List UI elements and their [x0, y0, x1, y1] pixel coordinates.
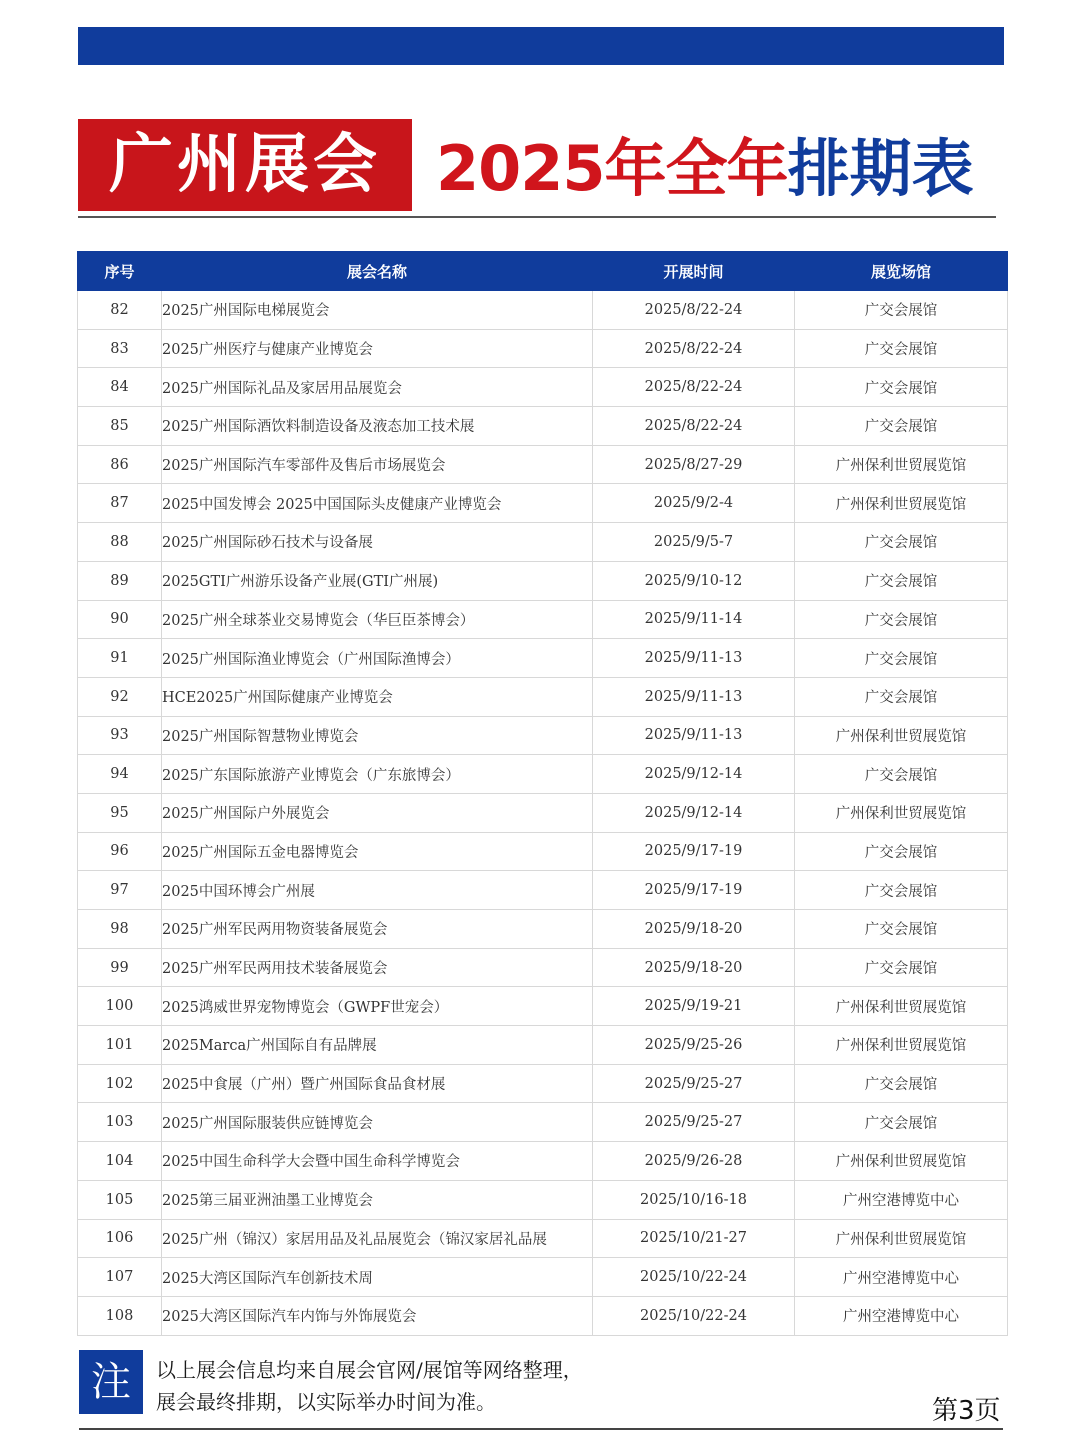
row-date: 2025/9/17-19 [593, 832, 795, 871]
row-date: 2025/9/17-19 [593, 871, 795, 910]
row-venue: 广交会展馆 [795, 368, 1008, 407]
row-exhibition-name: 2025大湾区国际汽车创新技术周 [162, 1258, 593, 1297]
row-number: 96 [78, 832, 162, 871]
row-date: 2025/9/19-21 [593, 987, 795, 1026]
header-date: 开展时间 [593, 252, 795, 291]
row-exhibition-name: 2025广州国际汽车零部件及售后市场展览会 [162, 445, 593, 484]
row-venue: 广交会展馆 [795, 832, 1008, 871]
top-banner-bar [78, 27, 1004, 65]
table-row [78, 1258, 1008, 1297]
row-exhibition-name: 2025中国发博会 2025中国国际头皮健康产业博览会 [162, 484, 593, 523]
row-venue: 广州空港博览中心 [795, 1258, 1008, 1297]
table-row [78, 1064, 1008, 1103]
table-row [78, 639, 1008, 678]
header-name: 展会名称 [162, 252, 593, 291]
table-row [78, 793, 1008, 832]
row-exhibition-name: 2025广州军民两用技术装备展览会 [162, 948, 593, 987]
row-venue: 广交会展馆 [795, 561, 1008, 600]
row-venue: 广州保利世贸展览馆 [795, 1142, 1008, 1181]
table-row [78, 677, 1008, 716]
row-venue: 广州保利世贸展览馆 [795, 987, 1008, 1026]
row-venue: 广州保利世贸展览馆 [795, 484, 1008, 523]
row-number: 102 [78, 1064, 162, 1103]
title-city-label: 广州展会 [78, 119, 412, 211]
row-exhibition-name: 2025广州国际户外展览会 [162, 793, 593, 832]
row-venue: 广交会展馆 [795, 871, 1008, 910]
row-date: 2025/9/25-27 [593, 1103, 795, 1142]
title-underline [78, 216, 996, 218]
row-number: 93 [78, 716, 162, 755]
row-date: 2025/9/11-13 [593, 716, 795, 755]
row-number: 105 [78, 1180, 162, 1219]
row-venue: 广交会展馆 [795, 407, 1008, 446]
row-number: 89 [78, 561, 162, 600]
title-year-text: 2025年全年 [436, 132, 788, 205]
row-number: 85 [78, 407, 162, 446]
table-row [78, 1180, 1008, 1219]
table-row [78, 1219, 1008, 1258]
row-exhibition-name: 2025广州国际服装供应链博览会 [162, 1103, 593, 1142]
table-row [78, 1103, 1008, 1142]
note-line-1: 以上展会信息均来自展会官网/展馆等网络整理， [156, 1358, 583, 1382]
table-row [78, 1142, 1008, 1181]
row-exhibition-name: 2025中国环博会广州展 [162, 871, 593, 910]
table-header-row [78, 252, 1008, 291]
table-row [78, 871, 1008, 910]
row-exhibition-name: 2025广州（锦汉）家居用品及礼品展览会（锦汉家居礼品展 [162, 1219, 593, 1258]
table-row [78, 910, 1008, 949]
row-number: 82 [78, 291, 162, 330]
row-date: 2025/10/22-24 [593, 1258, 795, 1297]
row-date: 2025/10/22-24 [593, 1296, 795, 1335]
row-exhibition-name: 2025鸿威世界宠物博览会（GWPF世宠会） [162, 987, 593, 1026]
row-venue: 广交会展馆 [795, 523, 1008, 562]
row-number: 87 [78, 484, 162, 523]
row-number: 88 [78, 523, 162, 562]
row-exhibition-name: 2025广州国际智慧物业博览会 [162, 716, 593, 755]
row-number: 95 [78, 793, 162, 832]
row-number: 94 [78, 755, 162, 794]
row-venue: 广州保利世贸展览馆 [795, 1026, 1008, 1065]
table-row [78, 948, 1008, 987]
row-venue: 广交会展馆 [795, 639, 1008, 678]
row-date: 2025/9/11-14 [593, 600, 795, 639]
row-exhibition-name: HCE2025广州国际健康产业博览会 [162, 677, 593, 716]
row-number: 98 [78, 910, 162, 949]
row-number: 107 [78, 1258, 162, 1297]
row-exhibition-name: 2025中国生命科学大会暨中国生命科学博览会 [162, 1142, 593, 1181]
note-text [156, 1354, 583, 1418]
row-exhibition-name: 2025第三届亚洲油墨工业博览会 [162, 1180, 593, 1219]
row-date: 2025/9/25-27 [593, 1064, 795, 1103]
row-venue: 广交会展馆 [795, 910, 1008, 949]
row-venue: 广州保利世贸展览馆 [795, 1219, 1008, 1258]
row-exhibition-name: 2025Marca广州国际自有品牌展 [162, 1026, 593, 1065]
row-venue: 广交会展馆 [795, 948, 1008, 987]
row-number: 86 [78, 445, 162, 484]
row-exhibition-name: 2025广州国际酒饮料制造设备及液态加工技术展 [162, 407, 593, 446]
row-date: 2025/9/5-7 [593, 523, 795, 562]
table-row [78, 1296, 1008, 1335]
table-row [78, 832, 1008, 871]
row-venue: 广交会展馆 [795, 677, 1008, 716]
table-row [78, 716, 1008, 755]
row-number: 97 [78, 871, 162, 910]
row-date: 2025/9/11-13 [593, 639, 795, 678]
row-number: 84 [78, 368, 162, 407]
row-number: 83 [78, 329, 162, 368]
table-row [78, 445, 1008, 484]
row-date: 2025/9/26-28 [593, 1142, 795, 1181]
header-number: 序号 [78, 252, 162, 291]
table-row [78, 291, 1008, 330]
row-venue: 广州空港博览中心 [795, 1296, 1008, 1335]
table-row [78, 600, 1008, 639]
row-exhibition-name: 2025广州国际电梯展览会 [162, 291, 593, 330]
row-venue: 广交会展馆 [795, 1103, 1008, 1142]
row-exhibition-name: 2025广州全球茶业交易博览会（华巨臣茶博会） [162, 600, 593, 639]
row-date: 2025/9/2-4 [593, 484, 795, 523]
row-date: 2025/9/18-20 [593, 910, 795, 949]
row-exhibition-name: 2025广州军民两用物资装备展览会 [162, 910, 593, 949]
row-venue: 广交会展馆 [795, 600, 1008, 639]
row-exhibition-name: 2025广州医疗与健康产业博览会 [162, 329, 593, 368]
header-venue: 展览场馆 [795, 252, 1008, 291]
table-row [78, 484, 1008, 523]
row-venue: 广州保利世贸展览馆 [795, 793, 1008, 832]
table-row [78, 755, 1008, 794]
row-date: 2025/9/25-26 [593, 1026, 795, 1065]
page-title [436, 119, 974, 211]
row-number: 100 [78, 987, 162, 1026]
row-venue: 广交会展馆 [795, 755, 1008, 794]
table-row [78, 1026, 1008, 1065]
row-exhibition-name: 2025广州国际五金电器博览会 [162, 832, 593, 871]
row-exhibition-name: 2025大湾区国际汽车内饰与外饰展览会 [162, 1296, 593, 1335]
footer-line [79, 1428, 1003, 1430]
row-number: 91 [78, 639, 162, 678]
row-exhibition-name: 2025广州国际渔业博览会（广州国际渔博会） [162, 639, 593, 678]
row-exhibition-name: 2025GTI广州游乐设备产业展(GTI广州展) [162, 561, 593, 600]
row-venue: 广交会展馆 [795, 291, 1008, 330]
row-exhibition-name: 2025广州国际砂石技术与设备展 [162, 523, 593, 562]
row-date: 2025/9/11-13 [593, 677, 795, 716]
row-date: 2025/10/16-18 [593, 1180, 795, 1219]
row-number: 90 [78, 600, 162, 639]
table-row [78, 329, 1008, 368]
row-date: 2025/9/12-14 [593, 755, 795, 794]
row-date: 2025/8/22-24 [593, 291, 795, 330]
row-number: 101 [78, 1026, 162, 1065]
row-date: 2025/8/27-29 [593, 445, 795, 484]
table-row [78, 368, 1008, 407]
row-number: 99 [78, 948, 162, 987]
row-venue: 广州保利世贸展览馆 [795, 716, 1008, 755]
row-date: 2025/8/22-24 [593, 368, 795, 407]
row-number: 108 [78, 1296, 162, 1335]
row-number: 103 [78, 1103, 162, 1142]
row-date: 2025/10/21-27 [593, 1219, 795, 1258]
row-exhibition-name: 2025广州国际礼品及家居用品展览会 [162, 368, 593, 407]
note-badge: 注 [79, 1350, 143, 1414]
note-line-2: 展会最终排期，以实际举办时间为准。 [156, 1390, 496, 1414]
table-row [78, 407, 1008, 446]
table-row [78, 987, 1008, 1026]
row-date: 2025/8/22-24 [593, 407, 795, 446]
row-exhibition-name: 2025广东国际旅游产业博览会（广东旅博会） [162, 755, 593, 794]
row-venue: 广州保利世贸展览馆 [795, 445, 1008, 484]
row-venue: 广交会展馆 [795, 1064, 1008, 1103]
row-venue: 广交会展馆 [795, 329, 1008, 368]
row-date: 2025/8/22-24 [593, 329, 795, 368]
row-date: 2025/9/10-12 [593, 561, 795, 600]
row-number: 92 [78, 677, 162, 716]
row-date: 2025/9/18-20 [593, 948, 795, 987]
table-row [78, 561, 1008, 600]
row-number: 106 [78, 1219, 162, 1258]
exhibition-schedule-table [77, 251, 1008, 1336]
row-number: 104 [78, 1142, 162, 1181]
row-venue: 广州空港博览中心 [795, 1180, 1008, 1219]
row-date: 2025/9/12-14 [593, 793, 795, 832]
row-exhibition-name: 2025中食展（广州）暨广州国际食品食材展 [162, 1064, 593, 1103]
title-schedule-text: 排期表 [787, 132, 974, 205]
table-row [78, 523, 1008, 562]
page-number: 第3页 [932, 1396, 1001, 1426]
